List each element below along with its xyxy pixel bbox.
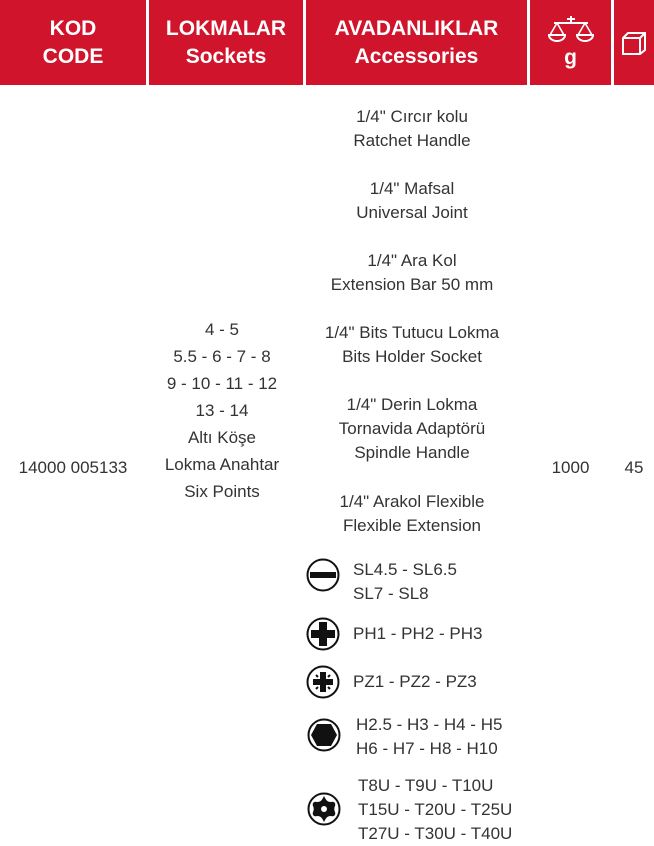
accessory-line: 1/4" Mafsal (369, 179, 455, 198)
accessory-bits-holder (296, 321, 528, 369)
accessory-line: 1/4" Ara Kol (367, 251, 457, 270)
header-sockets-en: Sockets (185, 44, 267, 68)
accessory-line: Ratchet Handle (353, 131, 471, 150)
header-accessories (306, 0, 527, 85)
header-weight (530, 0, 611, 85)
header-accessories-en: Accessories (354, 44, 479, 68)
accessory-universal-joint (296, 177, 528, 225)
header-code (0, 0, 146, 85)
accessory-spindle-handle (296, 393, 528, 465)
accessory-line: 1/4" Arakol Flexible (339, 492, 485, 511)
accessory-line: Tornavida Adaptörü (338, 419, 486, 438)
accessory-line: Flexible Extension (343, 516, 481, 535)
header-weight-unit: g (564, 45, 577, 69)
accessory-extension-bar (296, 249, 528, 297)
accessory-line: Universal Joint (356, 203, 468, 222)
scale-icon (548, 14, 594, 44)
accessory-flexible-extension (296, 490, 528, 538)
quantity-value: 45 (624, 458, 644, 477)
sockets-line: 4 - 5 (204, 320, 240, 339)
table-header (0, 0, 654, 85)
bit-slotted-sizes (353, 558, 457, 606)
bit-line: H6 - H7 - H8 - H10 (356, 739, 498, 758)
bit-phillips-sizes (353, 622, 482, 646)
sockets-line: Altı Köşe (187, 428, 257, 447)
accessory-line: Spindle Handle (354, 443, 470, 462)
phillips-bit-icon (306, 617, 340, 651)
sockets-line: 5.5 - 6 - 7 - 8 (173, 347, 271, 366)
sockets-line: 9 - 10 - 11 - 12 (166, 374, 278, 393)
bit-line: H2.5 - H3 - H4 - H5 (356, 715, 503, 734)
bit-line: T15U - T20U - T25U (358, 800, 513, 819)
header-code-en: CODE (42, 44, 104, 68)
bit-hex-sizes (356, 713, 502, 761)
bit-line: SL4.5 - SL6.5 (353, 560, 457, 579)
header-code-tr: KOD (49, 16, 97, 40)
bit-line: T27U - T30U - T40U (358, 824, 513, 843)
bit-line: T8U - T9U - T10U (358, 776, 494, 795)
hex-bit-icon (307, 718, 341, 752)
weight-value: 1000 (551, 458, 590, 477)
sockets-list (140, 316, 304, 505)
sockets-line: 13 - 14 (195, 401, 249, 420)
header-sockets-tr: LOKMALAR (165, 16, 287, 40)
header-sockets (149, 0, 303, 85)
bit-line: SL7 - SL8 (353, 584, 429, 603)
sockets-line: Lokma Anahtar (164, 455, 280, 474)
sockets-line: Six Points (184, 482, 260, 501)
slotted-bit-icon (306, 558, 340, 592)
bit-pozidriv-sizes (353, 670, 477, 694)
accessory-line: Extension Bar 50 mm (330, 275, 494, 294)
accessory-line: Bits Holder Socket (342, 347, 482, 366)
pozidriv-bit-icon (306, 665, 340, 699)
accessory-line: 1/4" Bits Tutucu Lokma (324, 323, 500, 342)
torx-bit-icon (307, 792, 341, 826)
header-quantity (614, 0, 654, 85)
bit-torx-sizes (358, 774, 512, 846)
accessory-line: 1/4" Cırcır kolu (356, 107, 468, 126)
accessory-ratchet (296, 105, 528, 153)
bit-line: PZ1 - PZ2 - PZ3 (353, 672, 477, 691)
accessory-line: 1/4" Derin Lokma (346, 395, 478, 414)
bit-line: PH1 - PH2 - PH3 (353, 624, 483, 643)
header-accessories-tr: AVADANLIKLAR (334, 16, 499, 40)
product-code: 14000 005133 (18, 458, 128, 477)
box-icon (621, 31, 647, 55)
